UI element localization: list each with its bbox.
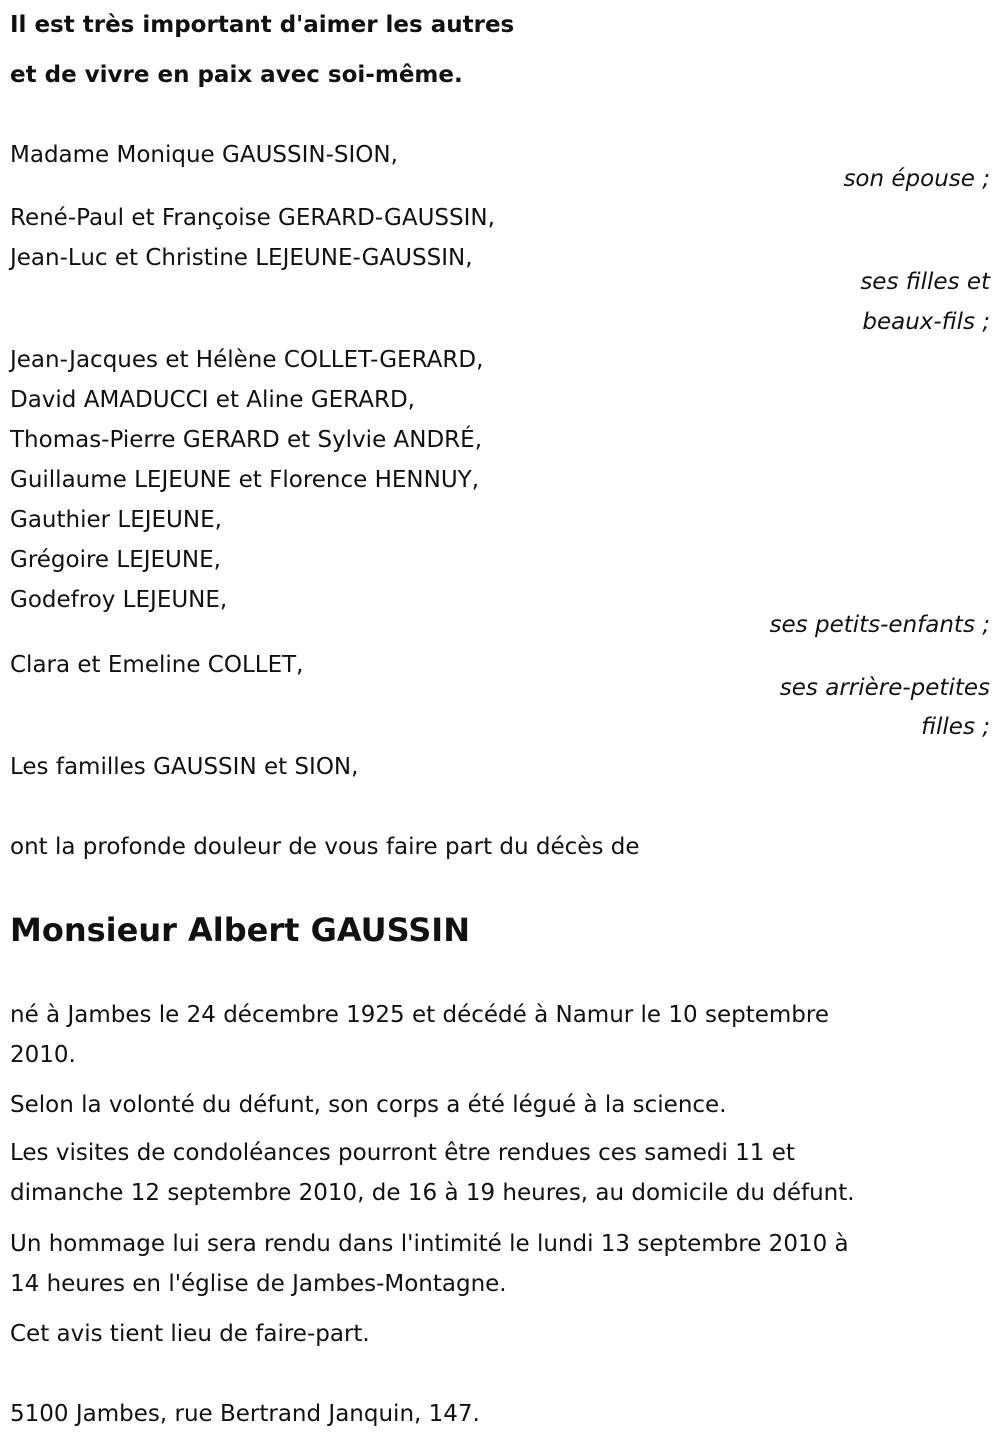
children-role: ses filles et — [860, 269, 990, 295]
address: 5100 Jambes, rue Bertrand Janquin, 147. — [10, 1401, 480, 1427]
grandchild-name: David AMADUCCI et Aline GERARD, — [10, 387, 415, 413]
grandchild-name: Grégoire LEJEUNE, — [10, 547, 221, 573]
spouse-name: Madame Monique GAUSSIN-SION, — [10, 142, 398, 168]
detail-line: Un hommage lui sera rendu dans l'intimité le lundi 13 septembre 2010 à — [10, 1231, 849, 1257]
detail-line: Selon la volonté du défunt, son corps a été légué à la science. — [10, 1092, 727, 1118]
great-grandchildren-names: Clara et Emeline COLLET, — [10, 652, 304, 678]
spouse-role: son épouse ; — [843, 166, 990, 192]
grandchild-name: Godefroy LEJEUNE, — [10, 587, 228, 613]
grandchild-name: Jean-Jacques et Hélène COLLET-GERARD, — [10, 347, 484, 373]
child-name: Jean-Luc et Christine LEJEUNE-GAUSSIN, — [10, 245, 473, 271]
grandchildren-role: ses petits-enfants ; — [769, 612, 990, 638]
grandchild-name: Guillaume LEJEUNE et Florence HENNUY, — [10, 467, 480, 493]
grandchild-name: Thomas-Pierre GERARD et Sylvie ANDRÉ, — [10, 427, 483, 453]
child-name: René-Paul et Françoise GERARD-GAUSSIN, — [10, 205, 495, 231]
detail-line: dimanche 12 septembre 2010, de 16 à 19 heures, au domicile du défunt. — [10, 1180, 855, 1206]
detail-line: Les visites de condoléances pourront être rendues ces samedi 11 et — [10, 1140, 795, 1166]
detail-line: Cet avis tient lieu de faire-part. — [10, 1321, 370, 1347]
motto-line: et de vivre en paix avec soi-même. — [10, 62, 463, 88]
deceased-name: Monsieur Albert GAUSSIN — [10, 911, 470, 949]
detail-line: 14 heures en l'église de Jambes-Montagne. — [10, 1271, 507, 1297]
families: Les familles GAUSSIN et SION, — [10, 754, 359, 780]
announcement: ont la profonde douleur de vous faire part du décès de — [10, 834, 640, 860]
great-grandchildren-role: filles ; — [921, 714, 990, 740]
great-grandchildren-role: ses arrière-petites — [779, 675, 990, 701]
motto-line: Il est très important d'aimer les autres — [10, 12, 515, 38]
children-role: beaux-fils ; — [862, 309, 990, 335]
grandchild-name: Gauthier LEJEUNE, — [10, 507, 222, 533]
detail-line: né à Jambes le 24 décembre 1925 et décédé à Namur le 10 septembre — [10, 1002, 829, 1028]
detail-line: 2010. — [10, 1042, 76, 1068]
